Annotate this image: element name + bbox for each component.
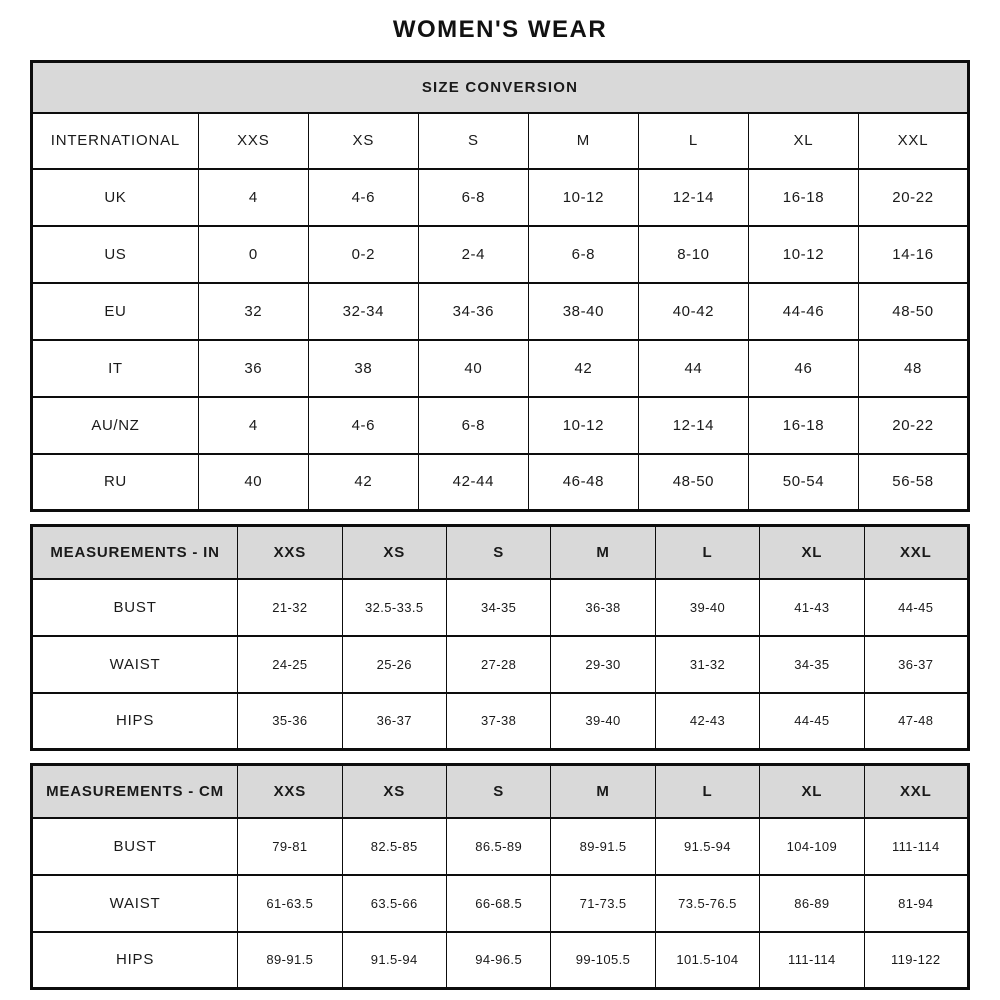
table-cell: 73.5-76.5 [655,875,759,932]
table-cell: 44 [638,340,748,397]
table-cell: 46-48 [528,454,638,511]
column-header: XXL [858,113,968,169]
column-header: L [655,526,759,579]
table-cell: 4-6 [308,169,418,226]
table-row [32,169,969,226]
table-cell: 40 [198,454,308,511]
table-cell: 6-8 [528,226,638,283]
table-cell: 6-8 [418,397,528,454]
column-header: XXL [864,526,968,579]
column-header: M [528,113,638,169]
table-cell: 119-122 [864,932,968,989]
column-header: S [446,526,550,579]
table-cell: 44-45 [760,693,864,750]
row-label: WAIST [32,636,238,693]
table-cell: 38 [308,340,418,397]
table-cell: 38-40 [528,283,638,340]
table-cell: 32-34 [308,283,418,340]
table-cell: 20-22 [858,169,968,226]
table-cell: 81-94 [864,875,968,932]
table-cell: 42-44 [418,454,528,511]
header-row [32,526,969,579]
table-cell: 86.5-89 [446,818,550,875]
table-cell: 61-63.5 [238,875,342,932]
table-row [32,283,969,340]
table-cell: 21-32 [238,579,342,636]
table-cell: 44-46 [748,283,858,340]
header-label: INTERNATIONAL [32,113,199,169]
table-cell: 12-14 [638,397,748,454]
table-cell: 104-109 [760,818,864,875]
table-cell: 4 [198,397,308,454]
table-cell: 34-36 [418,283,528,340]
table-cell: 25-26 [342,636,446,693]
measurements-in-table [30,524,970,751]
table-cell: 31-32 [655,636,759,693]
column-header: L [655,765,759,818]
table-cell: 12-14 [638,169,748,226]
column-header: XXS [198,113,308,169]
table-cell: 16-18 [748,169,858,226]
table-title: SIZE CONVERSION [32,62,969,113]
table-cell: 6-8 [418,169,528,226]
table-cell: 36-37 [864,636,968,693]
table-cell: 36 [198,340,308,397]
table-cell: 37-38 [446,693,550,750]
table-cell: 4 [198,169,308,226]
table-cell: 32 [198,283,308,340]
table-cell: 16-18 [748,397,858,454]
table-row [32,818,969,875]
table-cell: 14-16 [858,226,968,283]
table-row [32,693,969,750]
table-cell: 89-91.5 [238,932,342,989]
table-cell: 111-114 [864,818,968,875]
table-cell: 46 [748,340,858,397]
size-conversion-body [32,62,969,511]
table-cell: 36-38 [551,579,655,636]
table-cell: 2-4 [418,226,528,283]
table-cell: 101.5-104 [655,932,759,989]
table-row [32,875,969,932]
column-header: L [638,113,748,169]
row-label: US [32,226,199,283]
table-cell: 82.5-85 [342,818,446,875]
row-label: WAIST [32,875,238,932]
measurements-in-body [32,526,969,750]
row-label: HIPS [32,932,238,989]
table-cell: 48 [858,340,968,397]
column-header: XXS [238,526,342,579]
table-cell: 47-48 [864,693,968,750]
measurements-cm-body [32,765,969,989]
table-title-row [32,62,969,113]
table-cell: 48-50 [858,283,968,340]
header-label: MEASUREMENTS - IN [32,526,238,579]
table-cell: 48-50 [638,454,748,511]
header-row [32,113,969,169]
column-header: S [446,765,550,818]
table-cell: 8-10 [638,226,748,283]
table-cell: 94-96.5 [446,932,550,989]
column-header: M [551,765,655,818]
table-cell: 42 [308,454,418,511]
column-header: XXS [238,765,342,818]
column-header: XS [308,113,418,169]
table-cell: 27-28 [446,636,550,693]
table-cell: 24-25 [238,636,342,693]
table-cell: 35-36 [238,693,342,750]
table-cell: 63.5-66 [342,875,446,932]
table-cell: 40 [418,340,528,397]
table-cell: 0 [198,226,308,283]
column-header: XL [748,113,858,169]
row-label: BUST [32,818,238,875]
table-cell: 0-2 [308,226,418,283]
table-cell: 34-35 [760,636,864,693]
page-title: WOMEN'S WEAR [392,16,608,43]
table-cell: 41-43 [760,579,864,636]
table-cell: 66-68.5 [446,875,550,932]
table-cell: 56-58 [858,454,968,511]
table-cell: 10-12 [748,226,858,283]
table-cell: 39-40 [655,579,759,636]
table-row [32,636,969,693]
table-cell: 91.5-94 [655,818,759,875]
table-cell: 10-12 [528,169,638,226]
header-label: MEASUREMENTS - CM [32,765,238,818]
table-row [32,397,969,454]
table-cell: 29-30 [551,636,655,693]
column-header: M [551,526,655,579]
table-row [32,340,969,397]
table-row [32,579,969,636]
column-header: XL [760,765,864,818]
measurements-cm-table [30,763,970,990]
table-cell: 32.5-33.5 [342,579,446,636]
table-cell: 40-42 [638,283,748,340]
table-cell: 42 [528,340,638,397]
column-header: XL [760,526,864,579]
table-cell: 10-12 [528,397,638,454]
row-label: BUST [32,579,238,636]
table-cell: 39-40 [551,693,655,750]
row-label: UK [32,169,199,226]
table-row [32,226,969,283]
table-cell: 44-45 [864,579,968,636]
table-cell: 34-35 [446,579,550,636]
table-cell: 86-89 [760,875,864,932]
row-label: AU/NZ [32,397,199,454]
row-label: EU [32,283,199,340]
column-header: S [418,113,528,169]
table-cell: 36-37 [342,693,446,750]
table-cell: 91.5-94 [342,932,446,989]
column-header: XS [342,526,446,579]
table-cell: 79-81 [238,818,342,875]
table-cell: 42-43 [655,693,759,750]
row-label: IT [32,340,199,397]
column-header: XS [342,765,446,818]
table-cell: 111-114 [760,932,864,989]
column-header: XXL [864,765,968,818]
table-cell: 71-73.5 [551,875,655,932]
table-cell: 89-91.5 [551,818,655,875]
table-cell: 20-22 [858,397,968,454]
table-cell: 4-6 [308,397,418,454]
table-row [32,454,969,511]
table-cell: 50-54 [748,454,858,511]
header-row [32,765,969,818]
row-label: RU [32,454,199,511]
table-row [32,932,969,989]
row-label: HIPS [32,693,238,750]
table-cell: 99-105.5 [551,932,655,989]
size-conversion-table [30,60,970,512]
